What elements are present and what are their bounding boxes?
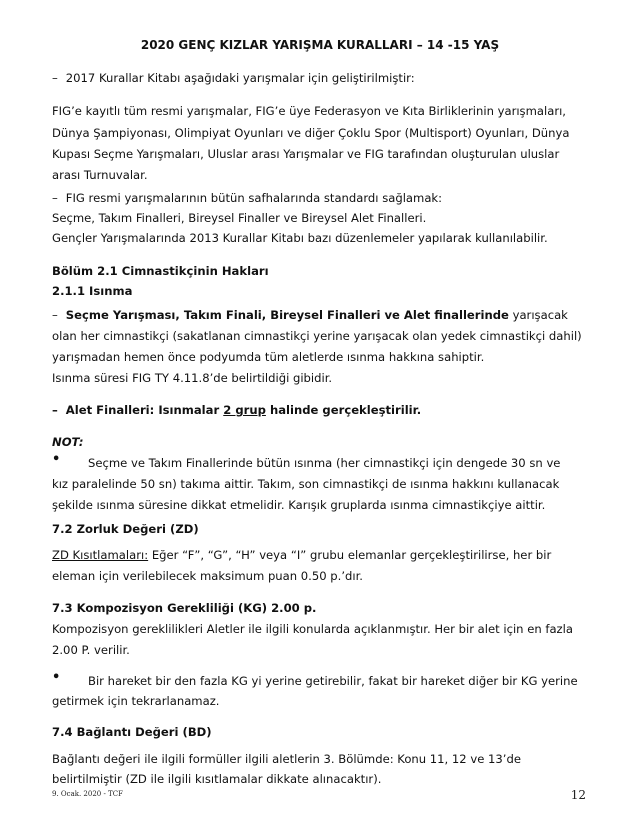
zd-line-2: eleman için verilebilecek maksimum puan 0.50 p.’dır. (52, 569, 363, 583)
dash-marker: – (52, 191, 58, 205)
section-heading-7-3: 7.3 Kompozisyon Gerekliliği (KG) 2.00 p. (52, 601, 317, 615)
note-label: NOT: (52, 435, 84, 449)
finals-line: Seçme, Takım Finalleri, Bireysel Finaller ve Bireysel Alet Finalleri. (52, 211, 427, 225)
warmup-text: yarışacak (508, 308, 568, 322)
apparatus-underlined: 2 grup (223, 403, 266, 417)
competitions-line-3: Kupası Seçme Yarışmaları, Uluslar arası Yarışmalar ve FIG tarafından oluşturulan uluslar (52, 147, 560, 161)
note-line-2: kız paralelinde 50 sn) takıma aittir. Takım, son cimnastikçi de ısınma hakkını kullanacak (52, 477, 560, 491)
warmup-line-2: olan her cimnastikçi (sakatlanan cimnastikçi yerine yarışacak olan yedek cimnastikçi dahil) (52, 329, 582, 343)
section-heading-7-4: 7.4 Bağlantı Değeri (BD) (52, 725, 212, 739)
intro-text: 2017 Kurallar Kitabı aşağıdaki yarışmalar için geliştirilmiştir: (65, 71, 415, 85)
section-heading-2-1: Bölüm 2.1 Cimnastikçinin Hakları (52, 264, 269, 278)
footer-date: 9. Ocak. 2020 - TCF (52, 790, 123, 798)
warmup-bold-text: Seçme Yarışması, Takım Finali, Bireysel Finalleri ve Alet finallerinde (65, 308, 509, 322)
apparatus-finals-line (52, 402, 421, 418)
dash-marker: – (52, 308, 58, 322)
kg-bullet-line-1: Bir hareket bir den fazla KG yi yerine getirebilir, fakat bir hareket diğer bir KG yerine (88, 674, 578, 688)
warmup-line-1 (52, 307, 568, 323)
page-title: 2020 GENÇ KIZLAR YARIŞMA KURALLARI – 14 -15 YAŞ (140, 38, 500, 52)
section-heading-2-1-1: 2.1.1 Isınma (52, 284, 133, 298)
intro-line (52, 70, 415, 86)
warmup-line-4: Isınma süresi FIG TY 4.11.8’de belirtildiği gibidir. (52, 371, 333, 385)
kg-line-2: 2.00 P. verilir. (52, 643, 130, 657)
bullet-marker: • (52, 670, 61, 685)
apparatus-text-a: Alet Finalleri: Isınmalar (65, 403, 224, 417)
kg-bullet-line-2: getirmek için tekrarlanamaz. (52, 694, 220, 708)
zd-restrictions-label: ZD Kısıtlamaları: (52, 548, 149, 562)
junior-line: Gençler Yarışmalarında 2013 Kurallar Kitabı bazı düzenlemeler yapılarak kullanılabilir. (52, 231, 548, 245)
bullet-marker: • (52, 452, 61, 467)
note-line-1: Seçme ve Takım Finallerinde bütün ısınma (her cimnastikçi için dengede 30 sn ve (88, 456, 561, 470)
note-line-3: şekilde ısınma süresine dikkat etmelidir. Karışık gruplarda ısınma cimnastikçiye aittir. (52, 498, 546, 512)
standard-line (52, 190, 442, 206)
section-heading-7-2: 7.2 Zorluk Değeri (ZD) (52, 522, 199, 536)
bd-line-1: Bağlantı değeri ile ilgili formüller ilgili aletlerin 3. Bölümde: Konu 11, 12 ve 13’de (52, 752, 521, 766)
competitions-line-1: FIG’e kayıtlı tüm resmi yarışmalar, FIG’e üye Federasyon ve Kıta Birliklerinin yarışmaları, (52, 104, 566, 118)
warmup-line-3: yarışmadan hemen önce podyumda tüm aletlerde ısınma hakkına sahiptir. (52, 350, 485, 364)
dash-marker: – (52, 71, 58, 85)
zd-text: Eğer “F”, “G”, “H” veya “I” grubu elemanlar gerçekleştirilirse, her bir (148, 548, 552, 562)
page-number: 12 (570, 788, 586, 802)
dash-marker: – (52, 403, 58, 417)
standard-text: FIG resmi yarışmalarının bütün safhalarında standardı sağlamak: (65, 191, 443, 205)
competitions-line-4: arası Turnuvalar. (52, 168, 148, 182)
apparatus-text-b: halinde gerçekleştirilir. (265, 403, 422, 417)
bd-line-2: belirtilmiştir (ZD ile ilgili kısıtlamalar dikkate alınacaktır). (52, 772, 382, 786)
zd-line-1 (52, 547, 551, 563)
kg-line-1: Kompozisyon gereklilikleri Aletler ile ilgili konularda açıklanmıştır. Her bir alet için en fazla (52, 622, 573, 636)
competitions-line-2: Dünya Şampiyonası, Olimpiyat Oyunları ve diğer Çoklu Spor (Multisport) Oyunları, Dünya (52, 126, 570, 140)
